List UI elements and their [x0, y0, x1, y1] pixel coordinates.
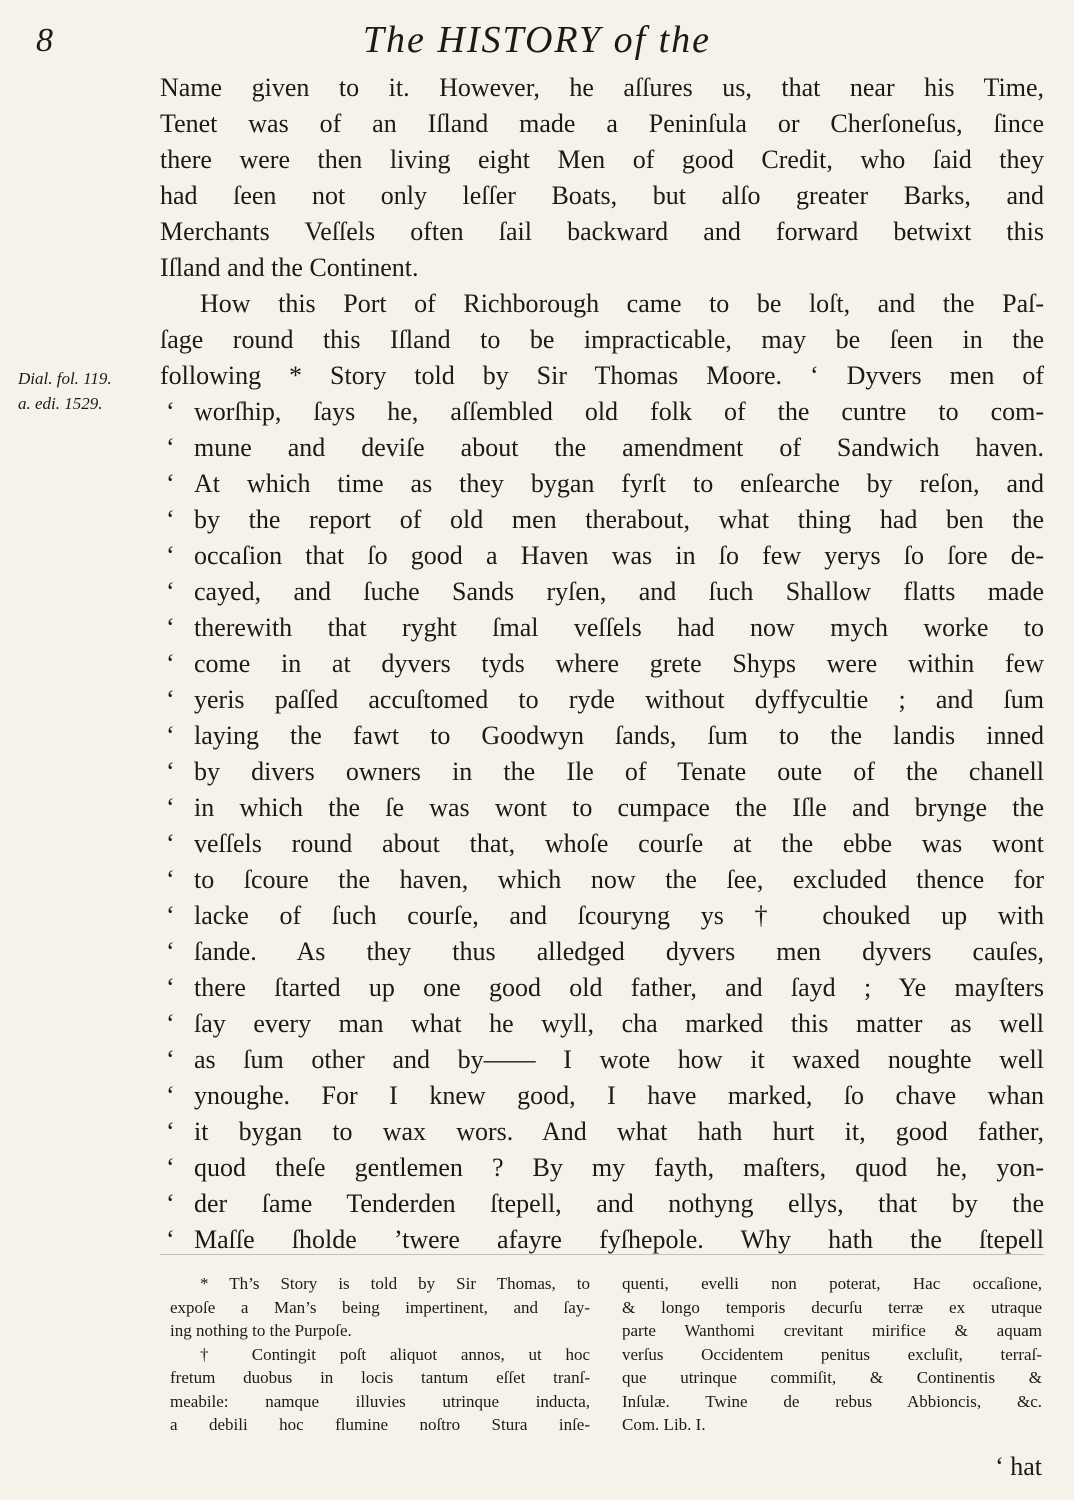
quoted-line: ‘ to ſcoure the haven, which now the ſee, excluded thence for	[166, 865, 1044, 894]
footnote-line: expoſe a Man’s being impertinent, and ſay-	[170, 1297, 590, 1317]
body-line: following * Story told by Sir Thomas Moore. ‘ Dyvers men of	[160, 361, 1044, 390]
quoted-line: ‘ worſhip, ſays he, aſſembled old folk of the cuntre to com-	[166, 397, 1044, 426]
footnote-column-left	[170, 1272, 590, 1437]
quoted-line: ‘ therewith that ryght ſmal veſſels had now mych worke to	[166, 613, 1044, 642]
quoted-line: ‘ by divers owners in the Ile of Tenate oute of the chanell	[166, 757, 1044, 786]
body-line: Tenet was of an Iſland made a Peninſula or Cherſoneſus, ſince	[160, 109, 1044, 138]
page-number: 8	[36, 22, 53, 59]
footnote-line: que utrinque commiſit, & Continentis &	[622, 1368, 1042, 1387]
quoted-line: ‘ as ſum other and by—— I wote how it waxed noughte well	[166, 1045, 1044, 1074]
quoted-line: ‘ it bygan to wax wors. And what hath hurt it, good father,	[166, 1117, 1044, 1146]
margin-note-dial: Dial. fol. 119.	[18, 369, 112, 388]
quoted-line: ‘ laying the fawt to Goodwyn ſands, ſum to the landis inned	[166, 721, 1044, 750]
quoted-line: ‘ veſſels round about that, whoſe courſe at the ebbe was wont	[166, 829, 1044, 858]
footnote-line: † Contingit poſt aliquot annos, ut hoc	[200, 1344, 590, 1364]
footnote-rule	[160, 1254, 1044, 1255]
quoted-line: ‘ occaſion that ſo good a Haven was in ſo few yerys ſo ſore de-	[166, 541, 1044, 570]
quoted-line: ‘ Maſſe ſholde ’twere afayre fyſhepole. Why hath the ſtepell	[166, 1225, 1044, 1254]
footnote-line: meabile: namque illuvies utrinque inducta,	[170, 1391, 590, 1411]
margin-note-edition: a. edi. 1529.	[18, 394, 103, 413]
footnote-line: quenti, evelli non poterat, Hac occaſione,	[622, 1274, 1042, 1293]
footnote-line: Inſulæ. Twine de rebus Abbioncis, &c.	[622, 1391, 1042, 1411]
body-line: there were then living eight Men of good Credit, who ſaid they	[160, 145, 1044, 174]
quoted-line: ‘ ſande. As they thus alledged dyvers men dyvers cauſes,	[166, 937, 1044, 966]
quoted-line: ‘ mune and deviſe about the amendment of Sandwich haven.	[166, 433, 1044, 462]
footnote-line: & longo temporis decurſu terræ ex utraque	[622, 1297, 1042, 1317]
quoted-line: ‘ cayed, and ſuche Sands ryſen, and ſuch Shallow flatts made	[166, 577, 1044, 606]
footnote-line: * Th’s Story is told by Sir Thomas, to	[200, 1274, 590, 1293]
catchword: ‘ hat	[995, 1452, 1042, 1481]
body-line: Merchants Veſſels often ſail backward and forward betwixt this	[160, 217, 1044, 246]
quoted-line: ‘ there ſtarted up one good old father, and ſayd ; Ye mayſters	[166, 973, 1044, 1002]
footnote-line: parte Wanthomi crevitant mirifice & aquam	[622, 1321, 1042, 1340]
running-head: The HISTORY of the	[362, 19, 712, 61]
quoted-line: ‘ lacke of ſuch courſe, and ſcouryng ys † chouked up with	[166, 901, 1044, 930]
quoted-line: ‘ ſay every man what he wyll, cha marked this matter as well	[166, 1009, 1044, 1038]
footnote-column-right	[622, 1272, 1042, 1437]
footnote-line: Com. Lib. I.	[622, 1415, 706, 1434]
footnote-line: verſus Occidentem penitus excluſit, terraſ-	[622, 1344, 1042, 1364]
quoted-line: ‘ come in at dyvers tyds where grete Shyps were within few	[166, 649, 1044, 678]
footnote-line: fretum duobus in locis tantum eſſet tranſ-	[170, 1368, 590, 1387]
quoted-line: ‘ yeris paſſed accuſtomed to ryde without dyffycultie ; and ſum	[166, 685, 1044, 714]
quoted-line: ‘ At which time as they bygan fyrſt to enſearche by reſon, and	[166, 469, 1044, 498]
quoted-line: ‘ ynoughe. For I knew good, I have marked, ſo chave whan	[166, 1081, 1044, 1110]
footnote-line: ing nothing to the Purpoſe.	[170, 1321, 352, 1340]
body-line: ſage round this Iſland to be impracticable, may be ſeen in the	[160, 325, 1044, 354]
body-line: Name given to it. However, he aſſures us, that near his Time,	[160, 73, 1044, 102]
body-line: Iſland and the Continent.	[160, 253, 419, 282]
quoted-line: ‘ in which the ſe was wont to cumpace the Iſle and brynge the	[166, 793, 1044, 822]
body-line: had ſeen not only leſſer Boats, but alſo greater Barks, and	[160, 181, 1044, 210]
quoted-line: ‘ quod theſe gentlemen ? By my fayth, maſters, quod he, yon-	[166, 1153, 1044, 1182]
footnote-line: a debili hoc flumine noſtro Stura inſe-	[170, 1415, 590, 1434]
quoted-line: ‘ der ſame Tenderden ſtepell, and nothyng ellys, that by the	[166, 1189, 1044, 1218]
body-line: How this Port of Richborough came to be loſt, and the Paſ-	[200, 289, 1044, 318]
quoted-line: ‘ by the report of old men therabout, what thing had ben the	[166, 505, 1044, 534]
